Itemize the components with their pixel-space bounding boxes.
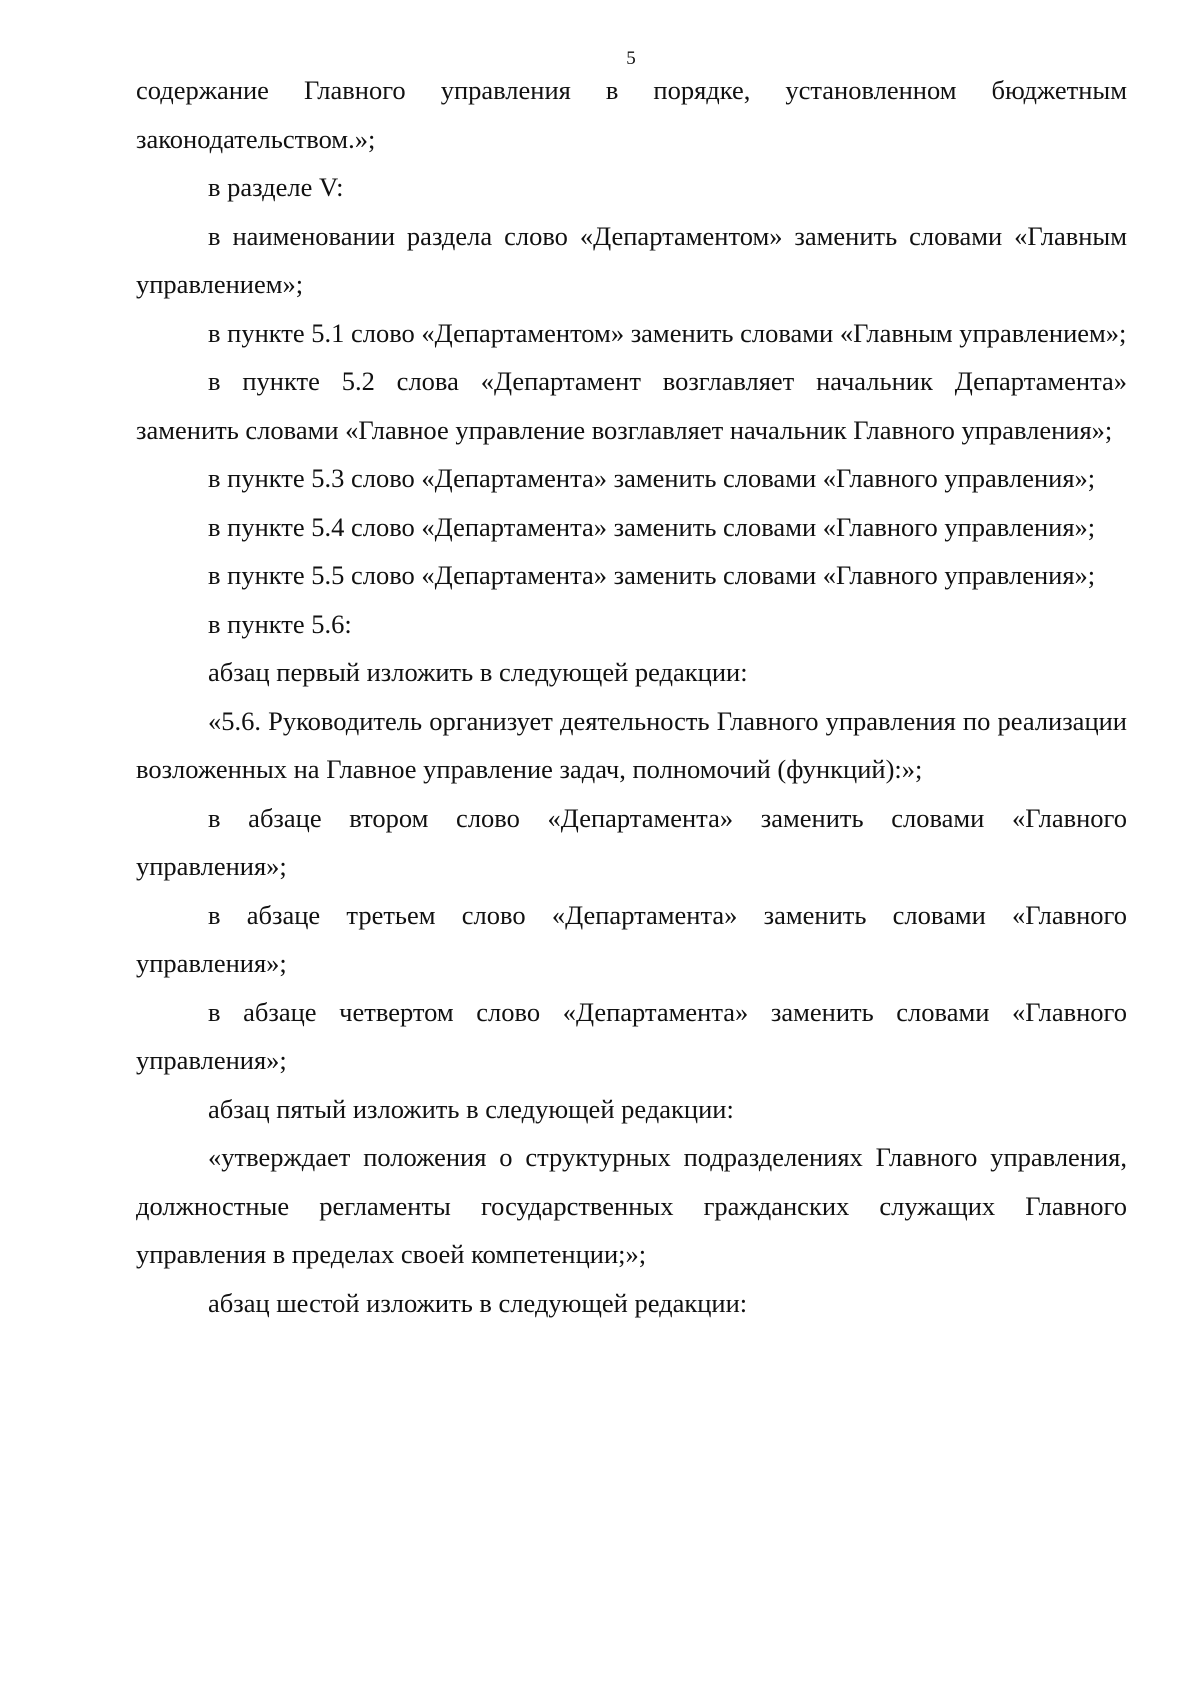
page-number: 5 [626, 48, 636, 69]
paragraph: в пункте 5.5 слово «Департамента» заменить словами «Главного управления»; [208, 560, 1096, 590]
paragraph: в наименовании раздела слово «Департаментом» заменить словами «Главным управлением»; [136, 220, 1127, 299]
paragraph: в абзаце третьем слово «Департамента» заменить словами «Главного управления»; [136, 899, 1127, 978]
paragraph: абзац шестой изложить в следующей редакции: [208, 1287, 748, 1318]
paragraph: «утверждает положения о структурных подразделениях Главного управления, должностные регламенты государственных гражданских служащих Главного управления в пределах своей компетенции;»; [136, 1142, 1127, 1269]
paragraph: в разделе V: [208, 172, 344, 202]
paragraph: абзац первый изложить в следующей редакции: [208, 657, 748, 687]
paragraph: в пункте 5.4 слово «Департамента» заменить словами «Главного управления»; [208, 511, 1096, 542]
paragraph: в пункте 5.2 слова «Департамент возглавляет начальник Департамента» заменить словами «Главное управление возглавляет начальник Главного управления»; [136, 366, 1127, 445]
paragraph: абзац пятый изложить в следующей редакции: [208, 1093, 734, 1124]
paragraph: содержание Главного управления в порядке, установленном бюджетным законодательством.»; [136, 75, 1127, 154]
paragraph: «5.6. Руководитель организует деятельность Главного управления по реализации возложенных на Главное управление задач, полномочий (функций):»; [136, 705, 1127, 784]
paragraph: в абзаце втором слово «Департамента» заменить словами «Главного управления»; [136, 802, 1127, 881]
paragraph: в пункте 5.1 слово «Департаментом» заменить словами «Главным управлением»; [208, 317, 1127, 348]
paragraph: в пункте 5.6: [208, 608, 352, 639]
document-body [136, 66, 1127, 1327]
paragraph: в абзаце четвертом слово «Департамента» заменить словами «Главного управления»; [136, 996, 1127, 1075]
paragraph: в пункте 5.3 слово «Департамента» заменить словами «Главного управления»; [208, 463, 1096, 493]
